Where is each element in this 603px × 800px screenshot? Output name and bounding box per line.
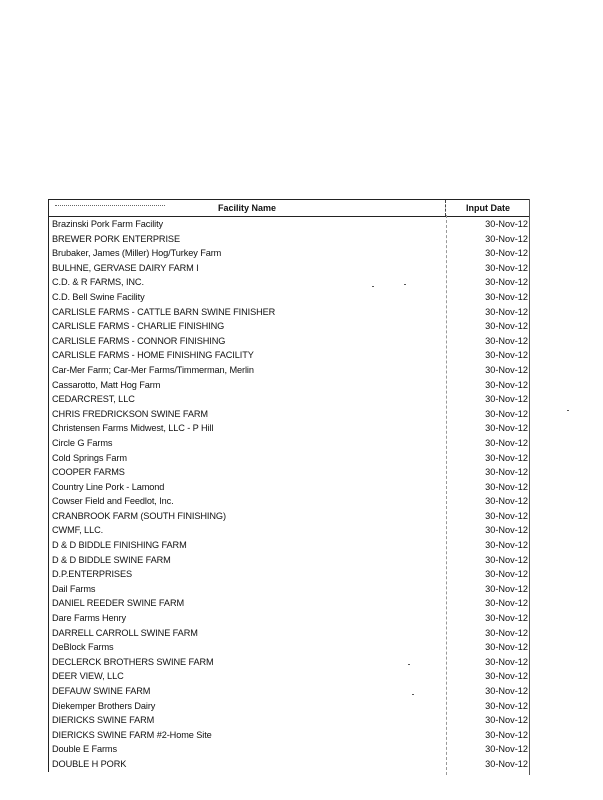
input-date-cell: 30-Nov-12 [485, 306, 528, 317]
table-row [48, 436, 530, 451]
table-row [48, 232, 530, 247]
input-date-cell: 30-Nov-12 [485, 715, 528, 726]
scan-speck [408, 664, 410, 665]
input-date-cell: 30-Nov-12 [485, 496, 528, 507]
column-divider [446, 215, 447, 775]
table-row [48, 655, 530, 670]
input-date-cell: 30-Nov-12 [485, 423, 528, 434]
input-date-cell: 30-Nov-12 [485, 525, 528, 536]
table-row [48, 319, 530, 334]
facility-name-cell: Christensen Farms Midwest, LLC - P Hill [52, 423, 214, 434]
table-row [48, 246, 530, 261]
input-date-cell: 30-Nov-12 [485, 408, 528, 419]
facility-name-cell: CEDARCREST, LLC [52, 394, 135, 405]
input-date-cell: 30-Nov-12 [485, 335, 528, 346]
input-date-cell: 30-Nov-12 [485, 262, 528, 273]
input-date-cell: 30-Nov-12 [485, 656, 528, 667]
facility-name-cell: Brubaker, James (Miller) Hog/Turkey Farm [52, 248, 222, 259]
table-row [48, 217, 530, 232]
table-row [48, 421, 530, 436]
facility-name-cell: Cold Springs Farm [52, 452, 127, 463]
facility-name-cell: C.D. & R FARMS, INC. [52, 277, 144, 288]
facility-name-cell: DEER VIEW, LLC [52, 671, 124, 682]
input-date-cell: 30-Nov-12 [485, 642, 528, 653]
table-row [48, 523, 530, 538]
input-date-cell: 30-Nov-12 [485, 540, 528, 551]
scan-speck [372, 286, 374, 287]
right-border [529, 199, 530, 775]
facility-name-cell: Brazinski Pork Farm Facility [52, 219, 164, 229]
facility-name-cell: CARLISLE FARMS - CHARLIE FINISHING [52, 321, 225, 332]
input-date-header: Input Date [466, 203, 510, 213]
input-date-cell: 30-Nov-12 [485, 510, 528, 521]
table-row [48, 305, 530, 320]
facility-name-cell: BREWER PORK ENTERPRISE [52, 233, 180, 244]
table-row [48, 407, 530, 422]
table-row [48, 626, 530, 641]
input-date-cell: 30-Nov-12 [485, 686, 528, 696]
table-row [48, 742, 530, 757]
facility-name-cell: DIERICKS SWINE FARM #2-Home Site [52, 729, 212, 740]
facility-name-cell: DECLERCK BROTHERS SWINE FARM [52, 656, 214, 667]
input-date-cell: 30-Nov-12 [485, 291, 528, 302]
table-row [48, 363, 530, 378]
table-row [48, 465, 530, 480]
table-row [48, 684, 530, 699]
facility-name-cell: DOUBLE H PORK [52, 758, 127, 769]
table-row [48, 640, 530, 655]
scan-speck [404, 284, 406, 285]
scan-speck [567, 410, 569, 411]
facility-name-cell: CWMF, LLC. [52, 525, 104, 536]
table-row [48, 757, 530, 772]
table-row [48, 553, 530, 568]
input-date-cell: 30-Nov-12 [485, 627, 528, 638]
facility-name-cell: D & D BIDDLE SWINE FARM [52, 554, 171, 565]
table-row [48, 480, 530, 495]
input-date-cell: 30-Nov-12 [485, 467, 528, 478]
facility-name-cell: CRANBROOK FARM (SOUTH FINISHING) [52, 510, 226, 521]
table-row [48, 509, 530, 524]
facility-name-cell: Circle G Farms [52, 437, 113, 448]
facility-name-cell: D & D BIDDLE FINISHING FARM [52, 540, 187, 551]
table-row [48, 392, 530, 407]
facility-name-cell: DEFAUW SWINE FARM [52, 686, 151, 696]
input-date-cell: 30-Nov-12 [485, 394, 528, 405]
facility-table [48, 199, 530, 772]
input-date-cell: 30-Nov-12 [485, 364, 528, 375]
table-header [48, 199, 530, 217]
facility-name-cell: CARLISLE FARMS - HOME FINISHING FACILITY [52, 350, 254, 361]
table-row [48, 713, 530, 728]
input-date-cell: 30-Nov-12 [485, 379, 528, 390]
table-row [48, 669, 530, 684]
table-row [48, 290, 530, 305]
table-row [48, 611, 530, 626]
table-row [48, 334, 530, 349]
facility-name-cell: DIERICKS SWINE FARM [52, 715, 155, 726]
table-row [48, 728, 530, 743]
facility-name-cell: Dare Farms Henry [52, 613, 126, 624]
facility-name-cell: DARRELL CARROLL SWINE FARM [52, 627, 198, 638]
facility-name-cell: Dail Farms [52, 583, 96, 594]
facility-name-cell: Country Line Pork - Lamond [52, 481, 165, 492]
table-row [48, 494, 530, 509]
input-date-cell: 30-Nov-12 [485, 671, 528, 682]
input-date-cell: 30-Nov-12 [485, 569, 528, 580]
input-date-cell: 30-Nov-12 [485, 744, 528, 755]
table-row [48, 451, 530, 466]
input-date-cell: 30-Nov-12 [485, 452, 528, 463]
facility-name-cell: Diekemper Brothers Dairy [52, 700, 156, 711]
facility-name-cell: Cowser Field and Feedlot, Inc. [52, 496, 174, 507]
input-date-cell: 30-Nov-12 [485, 350, 528, 361]
input-date-cell: 30-Nov-12 [485, 277, 528, 288]
table-row [48, 348, 530, 363]
facility-name-cell: D.P.ENTERPRISES [52, 569, 133, 580]
input-date-cell: 30-Nov-12 [485, 729, 528, 740]
table-row [48, 582, 530, 597]
input-date-cell: 30-Nov-12 [485, 700, 528, 711]
input-date-cell: 30-Nov-12 [485, 481, 528, 492]
input-date-cell: 30-Nov-12 [485, 233, 528, 244]
facility-name-cell: Double E Farms [52, 744, 117, 755]
facility-name-cell: BULHNE, GERVASE DAIRY FARM I [52, 262, 199, 273]
table-row [48, 275, 530, 290]
facility-name-cell: Car-Mer Farm; Car-Mer Farms/Timmerman, Merlin [52, 364, 254, 375]
input-date-cell: 30-Nov-12 [485, 758, 528, 769]
input-date-cell: 30-Nov-12 [485, 598, 528, 609]
facility-name-cell: CARLISLE FARMS - CONNOR FINISHING [52, 335, 226, 346]
scan-speck [412, 694, 414, 695]
input-date-cell: 30-Nov-12 [485, 583, 528, 594]
facility-name-cell: COOPER FARMS [52, 467, 125, 478]
facility-name-cell: C.D. Bell Swine Facility [52, 291, 145, 302]
input-date-cell: 30-Nov-12 [485, 613, 528, 624]
input-date-cell: 30-Nov-12 [485, 437, 528, 448]
input-date-cell: 30-Nov-12 [485, 248, 528, 259]
input-date-cell: 30-Nov-12 [485, 219, 528, 229]
facility-name-cell: CHRIS FREDRICKSON SWINE FARM [52, 408, 208, 419]
facility-name-cell: Cassarotto, Matt Hog Farm [52, 379, 161, 390]
table-row [48, 699, 530, 714]
input-date-cell: 30-Nov-12 [485, 554, 528, 565]
table-row [48, 261, 530, 276]
facility-name-header: Facility Name [49, 200, 446, 216]
facility-name-cell: DeBlock Farms [52, 642, 114, 653]
facility-name-cell: CARLISLE FARMS - CATTLE BARN SWINE FINISHER [52, 306, 276, 317]
input-date-cell: 30-Nov-12 [485, 321, 528, 332]
table-row [48, 538, 530, 553]
table-row [48, 596, 530, 611]
table-body [48, 217, 530, 772]
facility-name-cell: DANIEL REEDER SWINE FARM [52, 598, 185, 609]
table-row [48, 378, 530, 393]
table-row [48, 567, 530, 582]
